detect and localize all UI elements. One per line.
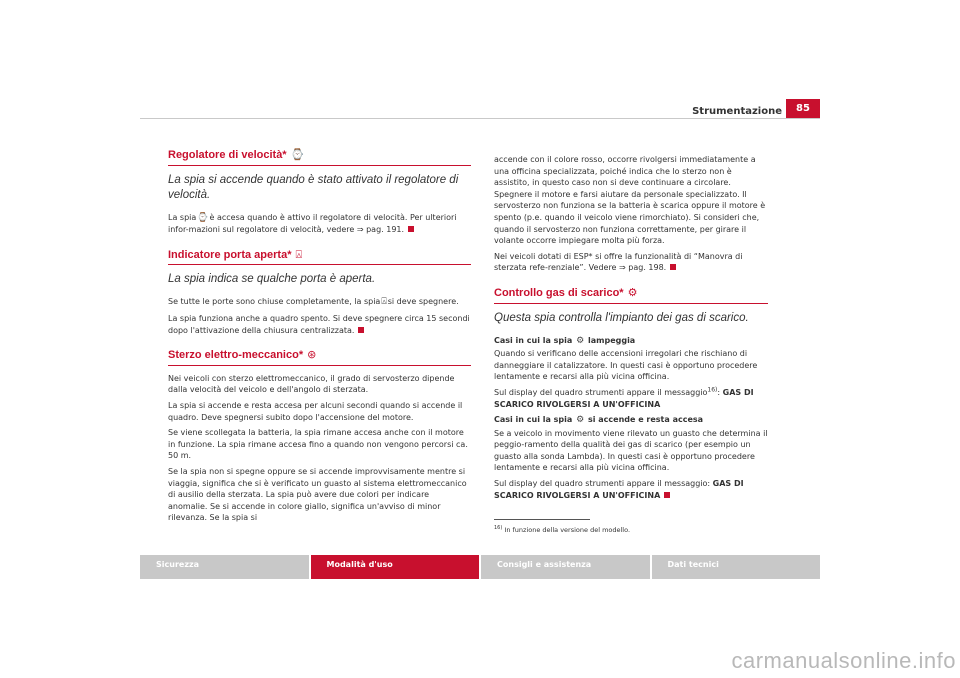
watermark: carmanualsonline.info [731,648,956,673]
section-title-text: Sterzo elettro-meccanico* [168,349,304,362]
door-open-icon: ⍓ [295,248,303,261]
paragraph: Se la spia non si spegne oppure se si accende improvvisamente mentre si viaggia, significa che si è verificato un guasto al sistema elettromeccanico di ausilio della sterzata. La spia può avere due colori per indicare anomalie. Se si accende in colore giallo, significa un'avviso di minor rilevanza. Se la spia si [168,466,467,523]
case-heading: Casi in cui la spia ⚙ lampeggia [494,335,636,346]
cruise-control-icon: ⌚ [197,212,209,223]
header-rule [140,118,820,119]
section-title [168,350,471,366]
section-title [168,150,471,166]
page-number: 85 [786,99,820,118]
paragraph: Se viene scollegata la batteria, la spia rimane accesa anche con il motore in funzione. La spia rimane accesa fino a quando non vengono percorsi ca. 50 m. [168,428,468,461]
paragraph: Nei veicoli dotati di ESP* si offre la funzionalità di “Manovra di sterzata refe-renziale”. Vedere ⇒ pag. 198. [494,251,743,273]
section-title [494,288,768,304]
left-column [168,150,471,528]
display-message: GAS DI SCARICO RIVOLGERSI A UN'OFFICINA [494,387,754,409]
footnote-rule [494,519,590,520]
header-title: Strumentazione [692,106,782,117]
paragraph: Se a veicolo in movimento viene rilevato un guasto che determina il peggio-ramento della qualità dei gas di scarico (per esempio un guasto alla sonda Lambda). In questi casi è opportuno procedere lentamente e recarsi alla più vicina officina. [494,428,768,473]
engine-emission-icon: ⚙ [576,415,585,426]
steering-warning-icon: ⊛ [307,349,317,362]
footer-tab-dati-tecnici[interactable]: Dati tecnici [667,560,719,569]
footer-tab-consigli-assistenza[interactable]: Consigli e assistenza [497,560,592,569]
footer-tab-modalita-uso[interactable]: Modalità d'uso [311,555,480,579]
section-subtitle: La spia indica se qualche porta è aperta. [168,273,376,286]
footnote-reference: 16) [707,386,718,394]
section-cruise-control [168,150,471,236]
paragraph: Se tutte le porte sono chiuse completamente, la spia⍓si deve spegnere. [168,297,459,308]
engine-emission-icon: ⚙ [576,335,585,346]
paragraph: Quando si verificano delle accensioni irregolari che rischiano di danneggiare il catalizzatore. In questi casi è opportuno procedere lentamente e recarsi alla più vicina officina. [494,349,758,382]
section-title-text: Indicatore porta aperta* [168,248,292,261]
paragraph: Sul display del quadro strumenti appare il messaggio: GAS DI SCARICO RIVOLGERSI A UN'OFFICINA [494,479,744,500]
section-subtitle: La spia si accende quando è stato attivato il regolatore di velocità. [168,173,459,201]
end-mark [670,264,676,270]
paragraph: accende con il colore rosso, occorre rivolgersi immediatamente a una officina specializzata, poiché indica che lo sterzo non è assistito, in questo caso non si deve continuare a circolare. Spegnere il motore e farsi aiutare da personale specializzato. Il servosterzo non funziona se la batteria è scarica oppure il motore è spento (p.e. quando il veicolo viene rimorchiato). Si consideri che, quando il servosterzo non funziona correttamente, per girare il volante occorre impiegare molta più forza. [494,155,766,246]
section-title-text: Regolatore di velocità* [168,149,287,161]
cruise-control-icon: ⌚ [290,149,305,161]
section-title-text: Controllo gas di scarico* [494,286,624,299]
end-mark [664,492,670,498]
right-column [494,154,768,537]
footer-nav [140,555,820,579]
section-door-open [168,250,471,336]
end-mark [408,226,414,232]
engine-emission-icon: ⚙ [627,286,638,299]
display-message: GAS DI SCARICO RIVOLGERSI A UN'OFFICINA [494,479,744,500]
paragraph: Nei veicoli con sterzo elettromeccanico, il grado di servosterzo dipende dalla velocità del veicolo e dell'angolo di sterzata. [168,373,455,395]
paragraph: Sul display del quadro strumenti appare il messaggio$^{16)}$: GAS DI SCARICO RIVOLGERSI A UN'OFFICINA [494,386,754,409]
footer-tab-sicurezza[interactable]: Sicurezza [156,560,200,569]
section-title [168,250,471,266]
paragraph: La spia⌚è accesa quando è attivo il regolatore di velocità. Per ulteriori infor-mazioni sul regolatore di velocità, vedere ⇒ pag. 191. [168,212,457,235]
end-mark [358,327,364,333]
paragraph: La spia funziona anche a quadro spento. Si deve spegnere circa 15 secondi dopo l'attivazione della chiusura centralizzata. [168,313,470,335]
section-subtitle: Questa spia controlla l'impianto dei gas di scarico. [494,311,749,324]
paragraph: La spia si accende e resta accesa per alcuni secondi quando si accende il quadro. Deve spegnersi subito dopo l'accensione del motore. [168,400,463,422]
door-open-icon: ⍓ [381,297,387,308]
case-heading: Casi in cui la spia ⚙ si accende e resta accesa [494,415,704,426]
footnote: $^{16)}$ In funzione della versione del modello. [494,525,631,535]
section-steering [168,350,471,524]
section-emission-control [494,288,768,501]
